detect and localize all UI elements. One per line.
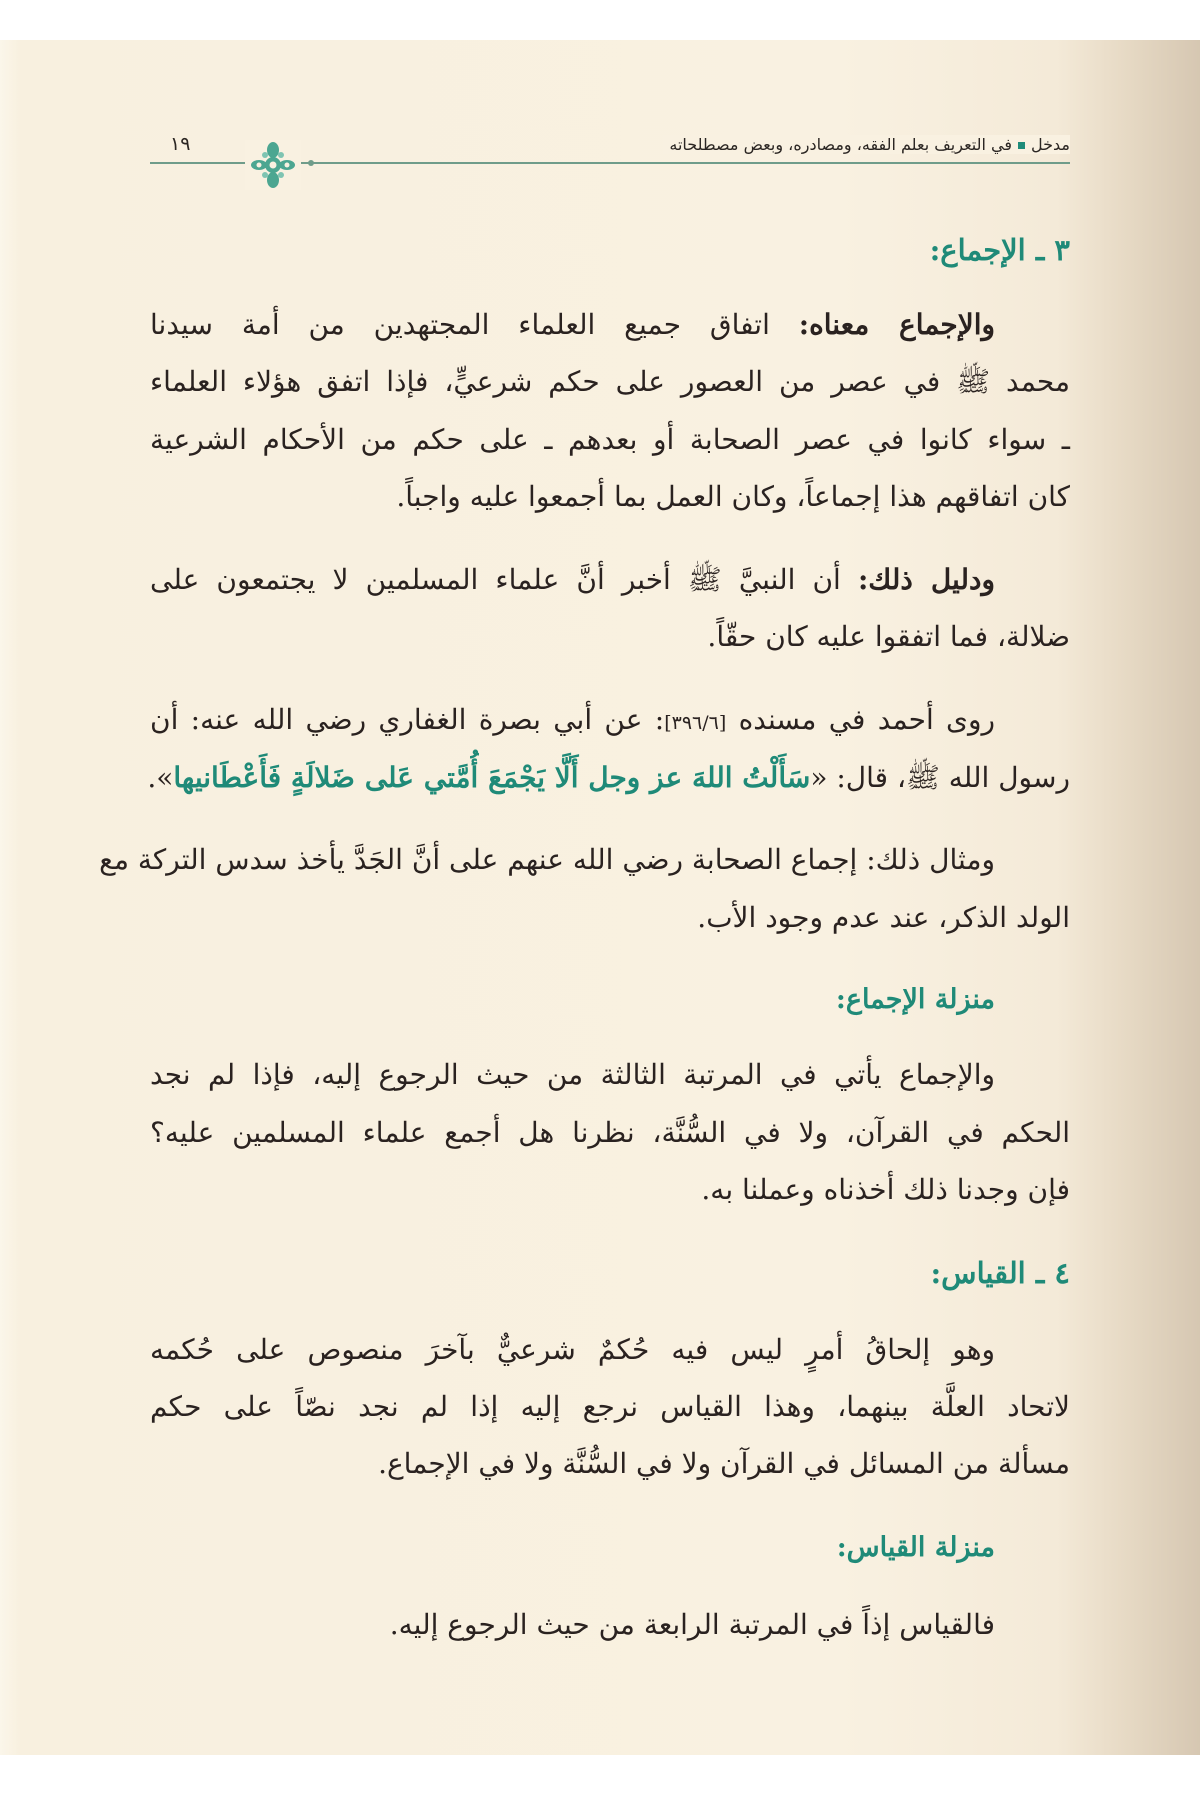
paragraph-line: الولد الذكر، عند عدم وجود الأب.	[697, 901, 1070, 934]
line-text: : عن أبي بصرة الغفاري رضي الله عنه: أن	[150, 703, 665, 736]
paragraph-line: مسألة من المسائل في القرآن ولا في السُّنَّة ولا في الإجماع.	[378, 1447, 1070, 1480]
running-title-text: في التعريف بعلم الفقه، ومصادره، وبعض مصطلحاته	[669, 135, 1013, 154]
section-heading-qiyas-rank: منزلة القياس:	[836, 1532, 995, 1563]
line-text: اتفاق جميع العلماء المجتهدين من أمة سيدنا	[150, 308, 770, 341]
paragraph-line: محمد ﷺ في عصر من العصور على حكم شرعيٍّ، فإذا اتفق هؤلاء العلماء	[150, 365, 1070, 398]
paragraph-line: ـ سواء كانوا في عصر الصحابة أو بعدهم ـ على حكم من الأحكام الشرعية	[150, 423, 1070, 456]
line-text: روى أحمد في مسنده	[738, 703, 995, 736]
paragraph-line	[150, 700, 1070, 740]
term-lead: والإجماع معناه:	[798, 308, 995, 341]
paragraph-line: فالقياس إذاً في المرتبة الرابعة من حيث الرجوع إليه.	[389, 1608, 995, 1641]
paragraph-line: كان اتفاقهم هذا إجماعاً، وكان العمل بما أجمعوا عليه واجباً.	[396, 480, 1070, 513]
citation: [٣٩٦/٦]	[664, 712, 727, 734]
paragraph-line	[150, 560, 1070, 600]
paragraph-line: فإن وجدنا ذلك أخذناه وعملنا به.	[701, 1173, 1070, 1206]
paragraph-line: والإجماع يأتي في المرتبة الثالثة من حيث الرجوع إليه، فإذا لم نجد	[150, 1058, 995, 1091]
paragraph-line: الحكم في القرآن، ولا في السُّنَّة، نظرنا هل أجمع علماء المسلمين عليه؟	[150, 1116, 1070, 1149]
paragraph-line	[150, 305, 1070, 345]
paragraph-line	[147, 758, 1070, 798]
chapter-label: مدخل	[1031, 135, 1070, 154]
section-heading-ijma: ٣ ـ الإجماع:	[929, 233, 1070, 267]
section-heading-ijma-rank: منزلة الإجماع:	[835, 984, 995, 1015]
paragraph-line: لاتحاد العلَّة بينهما، وهذا القياس نرجع إليه إذا لم نجد نصّاً على حكم	[150, 1390, 1070, 1423]
paragraph-line: وهو إلحاقُ أمرٍ ليس فيه حُكمٌ شرعيٌّ بآخرَ منصوص على حُكمه	[150, 1333, 995, 1366]
line-text: رسول الله ﷺ، قال: «	[810, 761, 1070, 794]
line-text: أن النبيَّ ﷺ أخبر أنَّ علماء المسلمين لا يجتمعون على	[150, 563, 841, 596]
page-body	[99, 40, 1070, 1740]
paragraph-line: ومثال ذلك: إجماع الصحابة رضي الله عنهم على أنَّ الجَدَّ يأخذ سدس التركة مع	[99, 843, 995, 876]
term-lead: ودليل ذلك:	[857, 563, 995, 596]
hadith-quote: سَأَلْتُ اللهَ عز وجل أَلَّا يَجْمَعَ أُمَّتي عَلى ضَلالَةٍ فَأَعْطَانيها	[173, 761, 811, 794]
line-text: ».	[147, 761, 174, 794]
book-page	[0, 40, 1200, 1755]
paragraph-line: ضلالة، فما اتفقوا عليه كان حقّاً.	[707, 620, 1070, 653]
section-heading-qiyas: ٤ ـ القياس:	[930, 1256, 1070, 1290]
page-number: ١٩	[170, 133, 191, 155]
